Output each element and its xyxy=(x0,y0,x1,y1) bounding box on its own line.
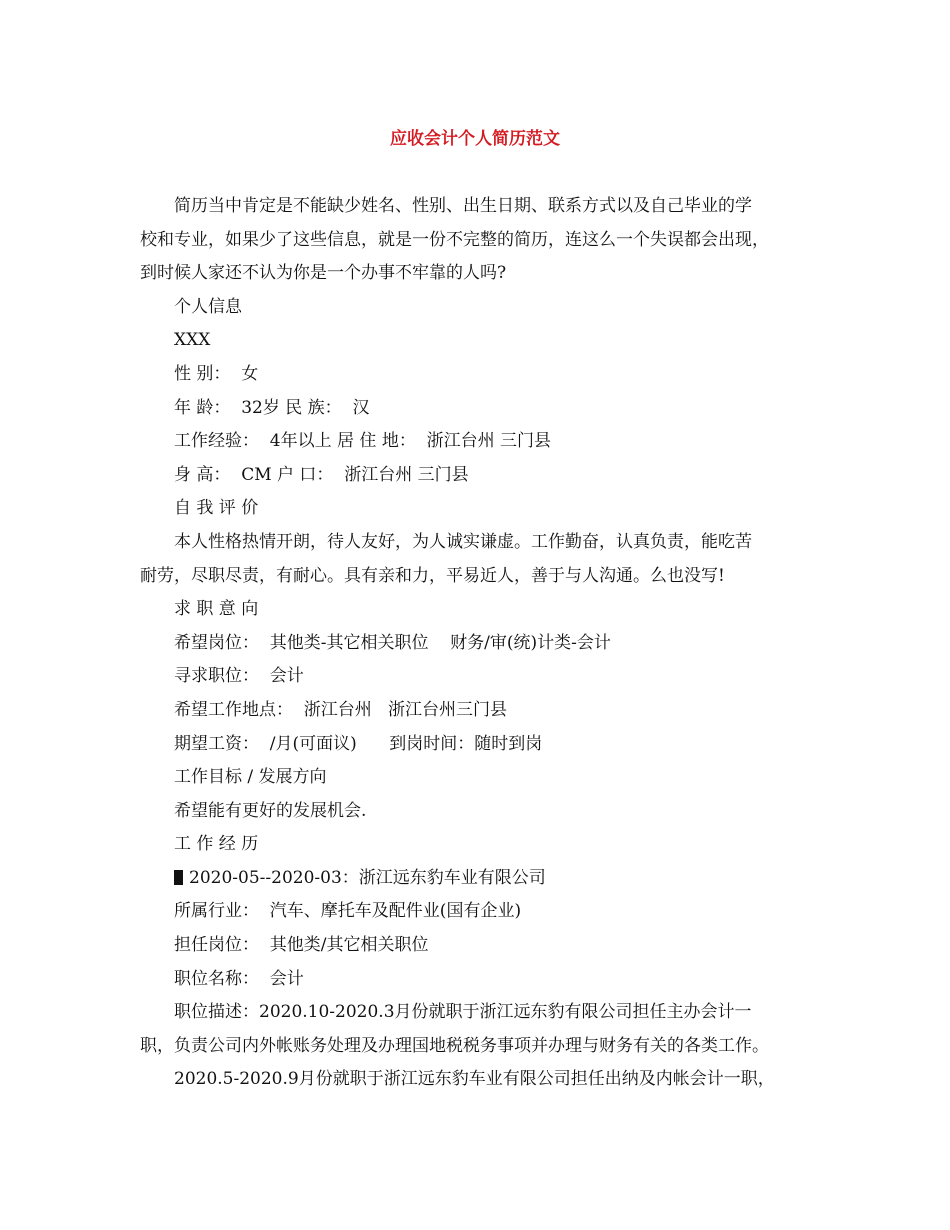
self-eval-heading: 自 我 评 价 xyxy=(174,498,259,519)
work-location: 希望工作地点： 浙江台州 浙江台州三门县 xyxy=(174,699,508,720)
intro-line-1: 简历当中肯定是不能缺少姓名、性别、出生日期、联系方式以及自己毕业的学 xyxy=(174,196,752,216)
goal-text: 希望能有更好的发展机会. xyxy=(174,800,367,821)
work-desc-line-1: 职位描述：2020.10-2020.3月份就职于浙江远东豹有限公司担任主办会计一 xyxy=(174,1002,752,1023)
intro-line-2: 校和专业，如果少了这些信息，就是一份不完整的简历，连这么一个失误都会出现， xyxy=(140,229,769,250)
personal-height-hukou: 身 高： CM 户 口： 浙江台州 三门县 xyxy=(174,464,469,485)
bullet-block-icon xyxy=(174,870,183,885)
document-body xyxy=(140,190,815,1097)
personal-gender: 性 别： 女 xyxy=(174,363,259,384)
goal-heading: 工作目标 / 发展方向 xyxy=(174,767,327,788)
salary-start: 期望工资： /月(可面议) 到岗时间：随时到岗 xyxy=(174,733,543,754)
work-industry: 所属行业： 汽车、摩托车及配件业(国有企业) xyxy=(174,901,522,922)
work-history-heading: 工 作 经 历 xyxy=(174,834,259,855)
work-entry-period: 2020-05--2020-03：浙江远东豹车业有限公司 xyxy=(189,867,546,888)
work-desc-line-3: 2020.5-2020.9月份就职于浙江远东豹车业有限公司担任出纳及内帐会计一职， xyxy=(174,1069,775,1090)
work-post: 担任岗位： 其他类/其它相关职位 xyxy=(174,935,429,956)
intro-line-3: 到时候人家还不认为你是一个办事不牢靠的人吗? xyxy=(140,263,507,284)
self-eval-line-1: 本人性格热情开朗，待人友好，为人诚实谦虚。工作勤奋，认真负责，能吃苦 xyxy=(174,531,752,552)
personal-age-ethnicity: 年 龄： 32岁 民 族： 汉 xyxy=(174,397,370,418)
self-eval-line-2: 耐劳，尽职尽责，有耐心。具有亲和力，平易近人，善于与人沟通。么也没写! xyxy=(140,565,725,586)
personal-experience-residence: 工作经验： 4年以上 居 住 地： 浙江台州 三门县 xyxy=(174,431,552,452)
work-job-title: 职位名称： 会计 xyxy=(174,968,304,989)
job-intent-heading: 求 职 意 向 xyxy=(174,599,259,620)
personal-name: XXX xyxy=(174,330,211,351)
personal-info-heading: 个人信息 xyxy=(174,296,242,317)
desired-position: 希望岗位： 其他类-其它相关职位 财务/审(统)计类-会计 xyxy=(174,632,611,653)
seeking-position: 寻求职位： 会计 xyxy=(174,666,304,687)
work-desc-line-2: 职，负责公司内外帐账务处理及办理国地税税务事项并办理与财务有关的各类工作。 xyxy=(140,1035,769,1056)
document-title: 应收会计个人简历范文 xyxy=(390,129,560,149)
work-entry-period-line xyxy=(140,862,815,896)
